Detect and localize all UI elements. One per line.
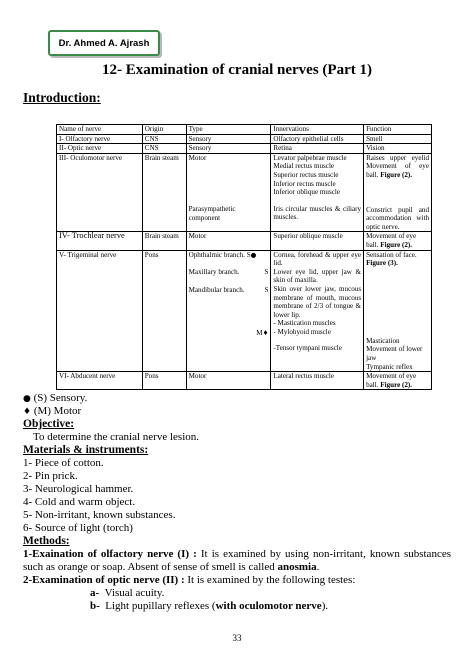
methods-heading: Methods: — [23, 535, 70, 547]
function-text: Movement of eye ball. — [366, 232, 417, 249]
legend-motor: ♦ (M) Motor — [23, 405, 82, 417]
figure-ref: Figure (3). — [366, 259, 398, 268]
materials-item: 6- Source of light (torch) — [23, 522, 133, 534]
branch-maxillary: Maxillary branch. S — [188, 268, 269, 277]
branch-ophthalmic: Ophthalmic branch. S● — [188, 250, 257, 259]
function-text: Mastication — [366, 336, 400, 345]
objective-heading: Objective: — [23, 418, 75, 430]
materials-item: 1- Piece of cotton. — [23, 457, 104, 469]
table-row-trochlear — [57, 232, 432, 250]
innervation-item: Skin over lower jaw, mucous membrane of mouth, mucous membrane of 2/3 of tongue & lower lip. — [273, 284, 362, 319]
innervation-item: Iris circular muscles & ciliary muscles. — [273, 204, 362, 222]
function-text: Tympanic reflex — [366, 362, 413, 371]
table-header-row — [57, 125, 432, 135]
diamond-icon: ♦ — [23, 407, 32, 417]
table-row-trigeminal — [57, 250, 432, 372]
nerve-origin: Brain steam — [142, 232, 186, 250]
type-parasympathetic: Parasympathetic component — [188, 205, 236, 222]
nerve-type: Sensory — [186, 144, 271, 154]
nerve-function — [364, 232, 432, 250]
method-olfactory: 1-Exaination of olfactory nerve (I) : It is examined by using non-irritant, known substances such as orange or soap. Absent of sense of smell is called anosmia. — [23, 548, 451, 573]
nerve-innervations — [271, 153, 364, 232]
nerve-origin: Pons — [142, 250, 186, 372]
nerve-function — [364, 153, 432, 232]
header-cell: Name of nerve — [57, 125, 143, 135]
type-motor: Motor — [188, 153, 207, 162]
bullet-icon: ● — [23, 394, 31, 404]
function-text: Movement of lower jaw — [366, 345, 423, 362]
page-title: 12- Examination of cranial nerves (Part 1) — [102, 62, 372, 78]
figure-ref: Figure (2). — [380, 380, 413, 389]
header-cell: Origin — [142, 125, 186, 135]
materials-item: 5- Non-irritant, known substances. — [23, 509, 176, 521]
nerve-origin: Brain steam — [142, 153, 186, 232]
innervation-item: Cornea, forehead & upper eye lid. — [273, 250, 362, 268]
motor-mark: M♦ — [256, 329, 269, 338]
nerve-name: IV- Trochlear nerve — [57, 232, 143, 250]
objective-text: To determine the cranial nerve lesion. — [33, 431, 199, 443]
innervation-item: Inferior rectus muscle — [273, 179, 336, 188]
nerve-origin: CNS — [142, 134, 186, 144]
header-cell: Type — [186, 125, 271, 135]
method-sub-a: a- Visual acuity. — [90, 587, 165, 599]
function-text: Raises upper eyelid Movement of eye ball. — [366, 153, 429, 179]
materials-item: 2- Pin prick. — [23, 470, 78, 482]
nerve-name: V- Trigeminal nerve — [57, 250, 143, 372]
nerve-type — [186, 250, 271, 372]
branch-mandibular: Mandibular branch. S — [188, 285, 269, 294]
table-row-optic — [57, 144, 432, 154]
nerve-type — [186, 153, 271, 232]
figure-ref: Figure (2). — [380, 170, 413, 179]
nerve-origin: Pons — [142, 372, 186, 390]
figure-ref: Figure (2). — [380, 240, 413, 249]
function-text: Constrict pupil and accommodation with optic nerve. — [366, 205, 429, 231]
innervation-item: Medial rectus muscle — [273, 162, 335, 171]
innervation-item: Levator palpebrae muscle — [273, 153, 347, 162]
nerve-type: Motor — [186, 232, 271, 250]
table-row-olfactory — [57, 134, 432, 144]
cranial-nerves-table — [56, 124, 432, 390]
nerve-name: II- Optic nerve — [57, 144, 143, 154]
innervation-item: Inferior oblique muscle — [273, 188, 340, 197]
materials-heading: Materials & instruments: — [23, 444, 149, 456]
bullet-icon: ● — [250, 250, 257, 259]
nerve-innervations: Retina — [271, 144, 364, 154]
materials-item: 4- Cold and warm object. — [23, 496, 136, 508]
page-number: 33 — [232, 633, 242, 643]
legend-sensory: ● (S) Sensory. — [23, 392, 88, 404]
diamond-icon: ♦ — [262, 329, 269, 338]
author-label: Dr. Ahmed A. Ajrash — [48, 30, 160, 56]
innervation-item: Superior rectus muscle — [273, 170, 339, 179]
innervation-item: -Tensor tympani muscle — [273, 344, 342, 353]
nerve-function: Smell — [364, 134, 432, 144]
nerve-function — [364, 372, 432, 390]
function-text: Movement of eye ball. — [366, 372, 417, 389]
innervation-item: - Mastication muscles — [273, 319, 336, 328]
method-sub-b: b- Light pupillary reflexes (with oculomotor nerve). — [90, 600, 329, 612]
method-optic: 2-Examination of optic nerve (II) : It is examined by the following testes: — [23, 574, 356, 586]
nerve-innervations — [271, 250, 364, 372]
innervation-item: - Mylohyoid muscle — [273, 327, 331, 336]
nerve-type: Sensory — [186, 134, 271, 144]
nerve-innervations: Olfactory epithelial cells — [271, 134, 364, 144]
table-row-abducent — [57, 372, 432, 390]
nerve-name: III- Oculomotor nerve — [57, 153, 143, 232]
function-text: Sensation of face. — [366, 250, 417, 259]
nerve-origin: CNS — [142, 144, 186, 154]
header-cell: Innervations — [271, 125, 364, 135]
table-row-oculomotor — [57, 153, 432, 232]
nerve-type: Motor — [186, 372, 271, 390]
nerve-function: Vision — [364, 144, 432, 154]
nerve-function — [364, 250, 432, 372]
innervation-item: Lower eye lid, upper jaw & skin of maxilla. — [273, 267, 362, 285]
nerve-innervations: Lateral rectus muscle — [271, 372, 364, 390]
introduction-heading: Introduction: — [23, 90, 101, 105]
nerve-name: VI- Abducent nerve — [57, 372, 143, 390]
nerve-name: I- Olfactory nerve — [57, 134, 143, 144]
nerve-innervations: Superior oblique muscle — [271, 232, 364, 250]
header-cell: Function — [364, 125, 432, 135]
materials-item: 3- Neurological hammer. — [23, 483, 134, 495]
